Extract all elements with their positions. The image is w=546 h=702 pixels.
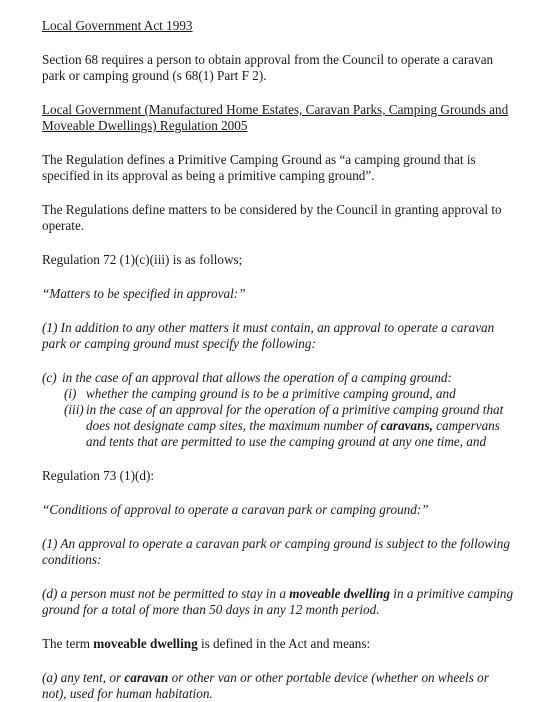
clause-d-moveable-dwelling-bold: moveable dwelling xyxy=(289,586,390,601)
subclause-iii-text-before: in the case of an approval for the operation of a primitive camping ground that does not designate camp sites, the maximum number of xyxy=(86,402,504,433)
heading-regulation-2005: Local Government (Manufactured Home Estates, Caravan Parks, Camping Grounds and Moveable Dwellings) Regulation 2005 xyxy=(42,102,509,133)
regulation73-intro: Regulation 73 (1)(d): xyxy=(42,468,155,483)
clause-c-label: (c) xyxy=(42,370,57,385)
subclause-iii-text-after: campervans and tents that are permitted to use the camping ground at any one time, and xyxy=(86,418,500,449)
regulation73-clause-d xyxy=(42,586,516,618)
regulation72-clause-c xyxy=(42,370,516,386)
clause-d-text-before: (d) a person must not be permitted to stay in a xyxy=(42,586,290,601)
clause-a-text-after: or other van or other portable device (whether on wheels or not), used for human habitation. xyxy=(42,670,489,701)
subclause-iii-caravans-bold: caravans, xyxy=(380,418,433,433)
heading-local-government-act: Local Government Act 1993 xyxy=(42,18,193,33)
section68-paragraph: Section 68 requires a person to obtain approval from the Council to operate a caravan park or camping ground (s 68(1) Part F 2). xyxy=(42,52,494,83)
moveable-def-term-bold: moveable dwelling xyxy=(93,636,198,651)
subclause-i-text: whether the camping ground is to be a primitive camping ground, and xyxy=(86,386,456,401)
clause-c-text: in the case of an approval that allows the operation of a camping ground: xyxy=(62,370,452,385)
regulation72-subclause-i xyxy=(42,386,516,402)
subclause-i-label: (i) xyxy=(64,386,77,401)
regulation73-subclause-1: (1) An approval to operate a caravan park or camping ground is subject to the following conditions: xyxy=(42,536,510,567)
clause-a-caravan-bold: caravan xyxy=(124,670,169,685)
moveable-dwelling-definition xyxy=(42,636,516,652)
clause-d-text-after: in a primitive camping ground for a total of more than 50 days in any 12 month period. xyxy=(42,586,514,617)
matters-considered-paragraph: The Regulations define matters to be considered by the Council in granting approval to operate. xyxy=(42,202,502,233)
regulation72-subclause-iii xyxy=(42,402,516,450)
regulation72-subclause-1: (1) In addition to any other matters it must contain, an approval to operate a caravan park or camping ground must specify the following: xyxy=(42,320,495,351)
regulation72-quote: “Matters to be specified in approval:” xyxy=(42,286,246,301)
moveable-def-text-before: The term xyxy=(42,636,94,651)
regulation72-intro: Regulation 72 (1)(c)(iii) is as follows; xyxy=(42,252,243,267)
regulation73-quote: “Conditions of approval to operate a caravan park or camping ground:” xyxy=(42,502,429,517)
subclause-iii-label: (iii) xyxy=(64,402,84,417)
primitive-camping-definition: The Regulation defines a Primitive Camping Ground as “a camping ground that is specified in its approval as being a primitive camping ground”. xyxy=(42,152,476,183)
moveable-dwelling-clause-a xyxy=(42,670,516,702)
subclause-iii-text xyxy=(86,402,516,450)
moveable-def-text-after: is defined in the Act and means: xyxy=(197,636,371,651)
regulation72-clause-list xyxy=(42,370,516,450)
clause-a-text-before: (a) any tent, or xyxy=(42,670,125,685)
